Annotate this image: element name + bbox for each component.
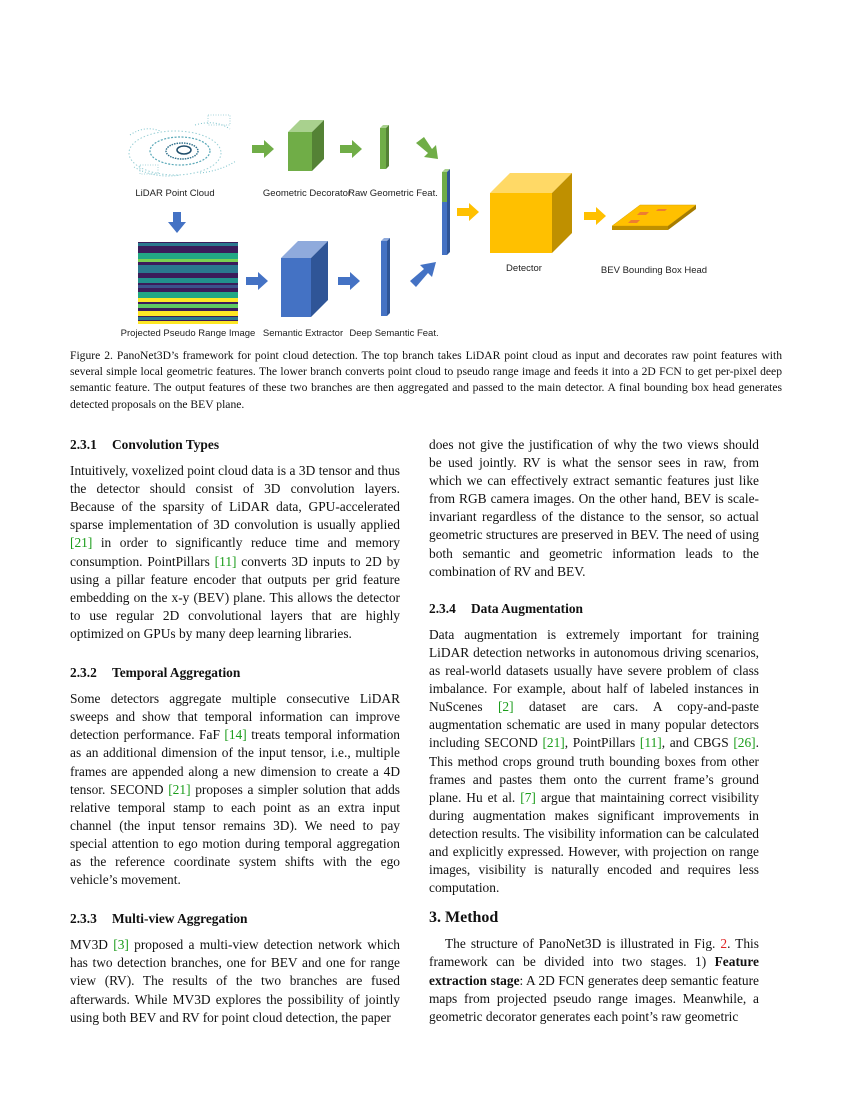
arrow-blue-diagonal: [410, 262, 436, 287]
arrow-blue-2: [338, 272, 360, 290]
arrow-green-diagonal: [416, 137, 438, 159]
label-geometric-decorator: Geometric Decorator: [262, 188, 352, 199]
arrow-green-1: [252, 140, 274, 158]
bold-stage-label: Feature extraction stage: [429, 954, 759, 988]
section-2-3-3-continued: does not give the justification of why the two views should be used jointly. RV is what the sensor sees in raw, from which we can effectively extract semantic features just like from RGB camera images. On the other hand, BEV is scale-invariant regardless of the distance to the sensor, so actual geometric structures are preserved in BEV. The need of using both semantic and geometric information leads to the combination of RV and BEV.: [429, 437, 759, 579]
citation-link[interactable]: [26]: [733, 735, 756, 751]
section-2-3-4-heading: 2.3.4 Data Augmentation: [429, 600, 583, 616]
bev-head-plate: [612, 205, 696, 230]
citation-link[interactable]: [7]: [520, 789, 536, 805]
label-detector: Detector: [506, 263, 542, 274]
pseudo-range-image: [138, 242, 238, 324]
citation-link[interactable]: [21]: [70, 535, 93, 551]
section-3-heading: 3. Method: [429, 909, 499, 927]
aggregated-feature-bar: [442, 169, 450, 255]
lidar-point-cloud-image: [129, 115, 236, 176]
label-lidar: LiDAR Point Cloud: [135, 188, 215, 199]
semantic-extractor-cube: [281, 241, 328, 317]
framework-figure: [100, 95, 760, 350]
arrow-blue-1: [246, 272, 268, 290]
section-2-3-2-text: Some detectors aggregate multiple consecutive LiDAR sweeps and show that temporal information can improve detection performance. FaF [14] treats temporal information as an additional dimension of the input tensor, i.e., multiple frames are appended along a new dimension to create a 4D tensor. SECOND [21] proposes a simpler solution that adds relative temporal stamp to each point as an extra input channel (the input tensor remains 3D). We need to pay special attention to ego motion during temporal aggregation as the reference coordinate system shifts with the ego vehicle’s movement.: [70, 691, 400, 888]
citation-link[interactable]: [11]: [214, 553, 237, 569]
deep-semantic-feature-bar: [381, 238, 390, 316]
section-2-3-4-text: Data augmentation is extremely important for training LiDAR detection networks in autonomous driving scenarios, as real-world datasets usually have severe problem of class imbalance. For example, about half of labeled instances in NuScenes [2] dataset are cars. A copy-and-paste augmentation schematic are used in many popular detectors including SECOND [21], PointPillars [11], and CBGS [26]. This method crops ground truth bounding boxes from other frames and pastes them onto the current frame’s ground plane. Hu et al. [7] argue that maintaining correct visibility during augmentation makes significant improvements in detection results. The visibility information can be calculated and explicitly expressed. However, with projection on range images, visibility is naturally encoded and requires less computation.: [429, 626, 760, 896]
raw-geometric-feature-bar: [380, 125, 389, 169]
right-column: [429, 436, 759, 1026]
section-2-3-3-heading: 2.3.3 Multi-view Aggregation: [70, 911, 248, 927]
citation-link[interactable]: [11]: [639, 735, 662, 751]
citation-link[interactable]: [2]: [497, 699, 514, 715]
figure-ref-link[interactable]: 2: [720, 936, 728, 952]
arrow-green-2: [340, 140, 362, 158]
detector-cube: [490, 173, 572, 253]
section-2-3-3-text: MV3D [3] proposed a multi-view detection network which has two detection branches, one for BEV and one for range view (RV). The results of the two branches are fused afterwards. While MV3D explores the possibility of jointly using both BEV and RV for point cloud detection, the paper: [70, 937, 401, 1025]
arrow-blue-down: [168, 212, 186, 233]
citation-link[interactable]: [21]: [542, 735, 565, 751]
section-3-text: The structure of PanoNet3D is illustrated in Fig. 2. This framework can be divided into two stages. 1) Feature extraction stage: A 2D FCN generates deep semantic feature maps from projected pseudo range images. Meanwhile, a geometric decorator generates each point’s raw geometric: [429, 936, 759, 1024]
label-raw-geometric: Raw Geometric Feat.: [348, 188, 438, 199]
label-deep-semantic: Deep Semantic Feat.: [349, 328, 439, 339]
geometric-decorator-cube: [288, 120, 324, 171]
section-2-3-1-heading: 2.3.1 Convolution Types: [70, 437, 220, 452]
section-2-3-1-text: Intuitively, voxelized point cloud data is a 3D tensor and thus the detector should consist of 3D convolution layers. Because of the sparsity of LiDAR data, GPU-accelerated sparse implementation of 3D convolution is usually applied [21] in order to significantly reduce time and memory consumption. PointPillars [11] converts 3D inputs to 2D by using a pillar feature encoder that outputs per grid feature embedding on the x-y (BEV) plane. This allows the detector to use regular 2D convolutional layers that are highly optimized on GPUs by many deep learning libraries.: [70, 463, 400, 641]
citation-link[interactable]: [21]: [168, 781, 191, 797]
citation-link[interactable]: [14]: [224, 727, 247, 743]
left-column: [70, 436, 400, 1027]
citation-link[interactable]: [3]: [113, 937, 129, 953]
arrow-gold-1: [457, 203, 479, 221]
section-2-3-2-heading: 2.3.2 Temporal Aggregation: [70, 665, 241, 681]
label-bev-head: BEV Bounding Box Head: [600, 265, 708, 276]
figure-caption: Figure 2. PanoNet3D’s framework for point cloud detection. The top branch takes LiDAR point cloud as input and decorates raw point features with several simple local geometric features. The lower branch converts point cloud to pseudo range image and feeds it into a 2D FCN to get per-pixel deep semantic feature. The output features of these two branches are then aggregated and passed to the main detector. A final bounding box head generates detected proposals on the BEV plane.: [70, 349, 782, 411]
arrow-gold-2: [584, 207, 606, 225]
label-semantic-extractor: Semantic Extractor: [262, 328, 344, 339]
label-range-image: Projected Pseudo Range Image: [120, 328, 256, 339]
